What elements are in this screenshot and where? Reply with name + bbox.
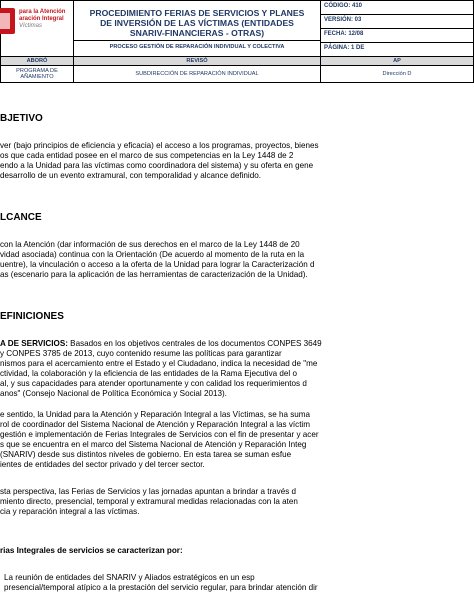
- meta-fecha: FECHA: 12/08: [321, 28, 473, 42]
- unidad-victimas-logo: [1, 2, 73, 55]
- definiciones-paragraph-1: A DE SERVICIOS: Basados en los objetivos centrales de los documentos CONPES 3649 y CONPES 3785 de 2013, cuyo contenido resume las políticas para garantizar nismos para el acercamiento entre el Estado y el Ciudadano, indica la necesidad de "me ctividad, la colaboración y la eficiencia de las entidades de la Rama Ejecutiva del o al, y sus capacidades para atender oportunamente y con calidad los requerimientos d anos" (Consejo Nacional de Política Económica y Social 2013).: [0, 339, 322, 398]
- logo-cell: [1, 1, 74, 57]
- role-aprobo: AP: [321, 57, 474, 66]
- caracteristicas-list: [4, 573, 318, 593]
- header-table: [0, 0, 474, 83]
- definiciones-paragraph-2: e sentido, la Unidad para la Atención y Reparación Integral a las Víctimas, se ha suma rol de coordinador del Sistema Nacional de Atención y Reparación Integral a las víctim gestión e implementación de Ferias Integrales de Servicios con el fin de presentar y acer s que se encuentra en el marco del Sistema Nacional de Atención y Reparación Integ (SNARIV) desde sus distintos niveles de gobierno. En esta tarea se suman esfue ientes de entidades del sector privado y del tercer sector.: [0, 410, 319, 469]
- definition-term: A DE SERVICIOS:: [0, 339, 68, 348]
- value-elaboro: PROGRAMA DE AÑAMIENTO: [1, 66, 74, 83]
- section-title-definiciones: EFINICIONES: [0, 311, 64, 322]
- list-item-continuation: presencial/temporal atípico a la prestación del servicio regular, para brindar atención dir: [4, 583, 318, 592]
- definiciones-paragraph-3: sta perspectiva, las Ferias de Servicios y las jornadas apuntan a brindar a través d miento directo, presencial, temporal y extramural medidas relacionadas con la aten cia y reparación integral a las víctimas.: [0, 487, 298, 516]
- meta-pagina: PÁGINA: 1 DE: [321, 42, 473, 56]
- logo-line-3: Víctimas: [19, 23, 43, 29]
- value-reviso: SUBDIRECCIÓN DE REPARACIÓN INDIVIDUAL: [74, 66, 321, 83]
- meta-cell: [321, 1, 474, 57]
- process-name: PROCESO GESTIÓN DE REPARACIÓN INDIVIDUAL Y COLECTIVA: [74, 40, 320, 53]
- meta-version: VERSIÓN: 03: [321, 14, 473, 28]
- logo-line-1: para la Atención: [19, 9, 66, 15]
- value-aprobo: Dirección D: [321, 66, 474, 83]
- role-elaboro: ABORÓ: [1, 57, 74, 66]
- section-title-objetivo: BJETIVO: [0, 113, 43, 124]
- logo-mark-icon: [0, 8, 15, 34]
- caracteristicas-heading: rias Integrales de servicios se caracterizan por:: [0, 546, 183, 555]
- section-title-alcance: LCANCE: [0, 212, 42, 223]
- document-header: [0, 0, 412, 83]
- meta-codigo: CÓDIGO: 410: [324, 3, 363, 9]
- logo-line-2: aración Integral: [19, 16, 64, 22]
- title-cell: [74, 1, 321, 57]
- procedure-title: PROCEDIMIENTO FERIAS DE SERVICIOS Y PLANES DE INVERSIÓN DE LAS VÍCTIMAS (ENTIDADES SNARIV-FINANCIERAS - OTRAS): [89, 7, 305, 38]
- list-item: La reunión de entidades del SNARIV y Aliados estratégicos en un esp: [4, 573, 255, 582]
- objetivo-text: ver (bajo principios de eficiencia y eficacia) el acceso a los programas, proyectos, bienes os que cada entidad posee en el marco de sus competencias en la Ley 1448 de 2 endo a la Unidad para las víctimas como coordinadora del sistema) y su oferta en gene desarrollo de un evento extramural, con temporalidad y alcance definido.: [0, 141, 319, 180]
- alcance-text: con la Atención (dar información de sus derechos en el marco de la Ley 1448 de 20 vidad asociada) continua con la Orientación (De acuerdo al momento de la ruta en la uentre), la vinculación o acceso a la oferta de la Unidad para lograr la Caracterización d as (escenario para la aplicación de las herramientas de caracterización de la Unidad).: [0, 240, 315, 279]
- role-reviso: REVISÓ: [74, 57, 321, 66]
